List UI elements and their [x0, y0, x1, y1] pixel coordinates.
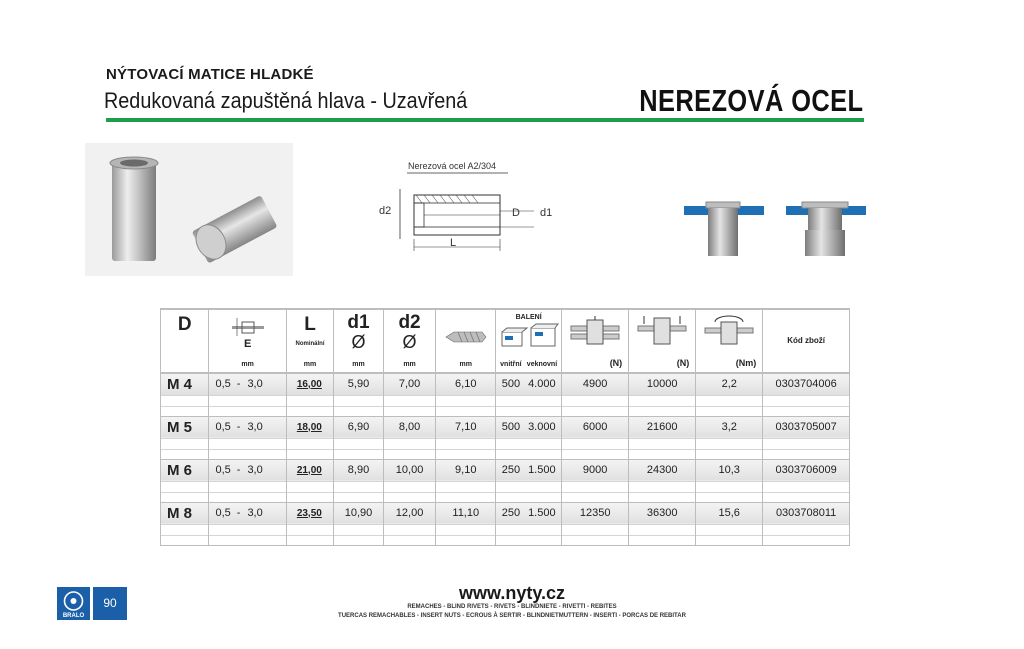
spacer-cell [436, 535, 496, 545]
cell-force-tensile: 36300 [629, 502, 696, 524]
grip-separator: - [236, 421, 241, 433]
drill-bit-icon [444, 328, 488, 346]
spacer-cell [436, 438, 496, 449]
spacer-cell [286, 395, 333, 406]
cell-drill: 11,10 [436, 502, 496, 524]
header-drill: mm [436, 309, 496, 373]
grip-min: 0,5 [215, 378, 231, 391]
cell-torque: 3,2 [696, 416, 763, 438]
footer-product-line-2: TUERCAS REMACHABLES - INSERT NUTS - ECROUS À SERTIR - BLINDNIETMUTTERN - INSERTI - PORCAS DE REBITAR [338, 613, 686, 619]
svg-text:BRALO: BRALO [62, 613, 85, 619]
cell-packaging [496, 502, 562, 524]
spacer-cell [383, 492, 436, 502]
spacer-cell [696, 535, 763, 545]
spacer-cell [383, 449, 436, 459]
table-row [161, 373, 850, 395]
spacer-cell [436, 406, 496, 416]
spacer-cell [696, 395, 763, 406]
table-row [161, 416, 850, 438]
table-spacer-row [161, 449, 850, 459]
shear-force-icon [567, 314, 623, 348]
cell-drill: 6,10 [436, 373, 496, 395]
cell-d2: 10,00 [383, 459, 436, 481]
cell-d1: 6,90 [334, 416, 384, 438]
table-spacer-row [161, 406, 850, 416]
cell-d1: 8,90 [334, 459, 384, 481]
table-row [161, 502, 850, 524]
pack-outer: 4.000 [528, 378, 556, 391]
grip-separator: - [236, 464, 241, 476]
spacer-cell [209, 481, 286, 492]
table-spacer-row [161, 481, 850, 492]
header-force-tensile: (N) [629, 309, 696, 373]
spacer-cell [496, 535, 562, 545]
spacer-cell [436, 395, 496, 406]
spacer-cell [629, 524, 696, 535]
cell-product-code: 0303705007 [763, 416, 850, 438]
package-boxes-icon [499, 323, 559, 349]
dim-label-d2: d2 [379, 205, 392, 217]
table-spacer-row [161, 395, 850, 406]
pack-inner: 250 [501, 464, 521, 476]
table-spacer-row [161, 492, 850, 502]
header-force-shear: (N) [562, 309, 629, 373]
spacer-cell [496, 492, 562, 502]
cell-force-shear: 6000 [562, 416, 629, 438]
spacer-cell [696, 449, 763, 459]
grip-max: 3,0 [247, 464, 263, 476]
table-spacer-row [161, 535, 850, 545]
header-L: L Nominální mm [286, 309, 333, 373]
spacer-cell [763, 449, 850, 459]
spacer-cell [562, 406, 629, 416]
spacer-cell [763, 492, 850, 502]
spacer-cell [763, 481, 850, 492]
spec-table [160, 308, 850, 546]
product-photo [85, 143, 293, 276]
spacer-cell [161, 406, 209, 416]
website-url[interactable]: www.nyty.cz [458, 583, 566, 603]
spacer-cell [383, 438, 436, 449]
spacer-cell [209, 406, 286, 416]
spacer-cell [562, 492, 629, 502]
cell-force-shear: 9000 [562, 459, 629, 481]
spacer-cell [334, 438, 384, 449]
spacer-cell [696, 492, 763, 502]
header-torque: (Nm) [696, 309, 763, 373]
spacer-cell [629, 535, 696, 545]
header-d2: d2 Ø mm [383, 309, 436, 373]
header-baleni: BALENÍ vnitřní veknovní [496, 309, 562, 373]
table-row [161, 459, 850, 481]
installation-illustration [684, 190, 866, 262]
spacer-cell [436, 492, 496, 502]
spacer-cell [629, 438, 696, 449]
spacer-cell [161, 524, 209, 535]
spacer-cell [161, 449, 209, 459]
cell-packaging [496, 416, 562, 438]
grip-range-icon [228, 316, 268, 338]
torque-icon [701, 314, 757, 348]
header-E: E mm [209, 309, 286, 373]
table-spacer-row [161, 438, 850, 449]
spacer-cell [161, 438, 209, 449]
cell-grip-range [209, 502, 286, 524]
spacer-cell [763, 524, 850, 535]
spacer-cell [436, 481, 496, 492]
spacer-cell [763, 395, 850, 406]
category-title: NÝTOVACÍ MATICE HLADKÉ [106, 66, 314, 83]
header-d1: d1 Ø mm [334, 309, 384, 373]
spacer-cell [209, 395, 286, 406]
cell-d2: 8,00 [383, 416, 436, 438]
spacer-cell [286, 438, 333, 449]
spacer-cell [763, 438, 850, 449]
cell-d2: 12,00 [383, 502, 436, 524]
material-title: NEREZOVÁ OCEL [638, 83, 863, 118]
spacer-cell [696, 524, 763, 535]
cell-drill: 9,10 [436, 459, 496, 481]
cell-length: 16,00 [286, 373, 333, 395]
pack-outer: 1.500 [528, 507, 556, 519]
tensile-force-icon [634, 314, 690, 348]
material-label: Nerezová ocel A2/304 [408, 161, 497, 171]
spacer-cell [436, 524, 496, 535]
spacer-cell [496, 524, 562, 535]
spacer-cell [209, 524, 286, 535]
spacer-cell [562, 524, 629, 535]
spacer-cell [383, 535, 436, 545]
spacer-cell [383, 395, 436, 406]
cell-force-tensile: 10000 [629, 373, 696, 395]
spacer-cell [209, 449, 286, 459]
spacer-cell [696, 406, 763, 416]
grip-max: 3,0 [247, 421, 263, 433]
spacer-cell [209, 535, 286, 545]
footer-product-line-1: REMACHES - BLIND RIVETS - RIVETS - BLINDNIETE - RIVETTI - REBITES [407, 604, 617, 610]
pack-inner: 500 [501, 378, 521, 391]
spacer-cell [629, 492, 696, 502]
spacer-cell [334, 395, 384, 406]
spacer-cell [334, 449, 384, 459]
spacer-cell [696, 481, 763, 492]
dim-label-D: D [512, 207, 520, 219]
spacer-cell [334, 406, 384, 416]
grip-max: 3,0 [247, 378, 263, 391]
product-subtitle: Redukovaná zapuštěná hlava - Uzavřená [104, 88, 468, 113]
header-D: D [161, 309, 209, 373]
cell-thread: M 8 [161, 502, 209, 524]
spacer-cell [286, 535, 333, 545]
spacer-cell [496, 406, 562, 416]
spacer-cell [161, 481, 209, 492]
spacer-cell [629, 395, 696, 406]
spacer-cell [629, 481, 696, 492]
cell-thread: M 6 [161, 459, 209, 481]
grip-min: 0,5 [215, 464, 231, 476]
grip-separator: - [236, 507, 241, 519]
spacer-cell [286, 492, 333, 502]
spacer-cell [496, 438, 562, 449]
pack-inner: 500 [501, 421, 521, 433]
cell-d1: 10,90 [334, 502, 384, 524]
cell-length: 18,00 [286, 416, 333, 438]
spacer-cell [209, 492, 286, 502]
spacer-cell [161, 492, 209, 502]
cell-grip-range [209, 416, 286, 438]
spacer-cell [334, 524, 384, 535]
spacer-cell [286, 406, 333, 416]
spacer-cell [562, 438, 629, 449]
spacer-cell [383, 524, 436, 535]
spacer-cell [629, 406, 696, 416]
spacer-cell [629, 449, 696, 459]
spacer-cell [161, 535, 209, 545]
spacer-cell [496, 449, 562, 459]
cell-packaging [496, 373, 562, 395]
cell-d2: 7,00 [383, 373, 436, 395]
cell-force-tensile: 24300 [629, 459, 696, 481]
cell-length: 21,00 [286, 459, 333, 481]
spacer-cell [286, 449, 333, 459]
spacer-cell [696, 438, 763, 449]
dim-label-L: L [450, 237, 457, 249]
cell-thread: M 4 [161, 373, 209, 395]
pack-inner: 250 [501, 507, 521, 519]
cell-force-tensile: 21600 [629, 416, 696, 438]
spacer-cell [383, 481, 436, 492]
spacer-cell [436, 449, 496, 459]
cell-torque: 10,3 [696, 459, 763, 481]
header-kod: Kód zboží [763, 309, 850, 373]
technical-diagram [376, 155, 553, 260]
spacer-cell [334, 535, 384, 545]
spacer-cell [496, 481, 562, 492]
spacer-cell [209, 438, 286, 449]
green-divider [106, 118, 864, 122]
cell-grip-range [209, 459, 286, 481]
cell-product-code: 0303706009 [763, 459, 850, 481]
spacer-cell [562, 449, 629, 459]
page-number: 90 [93, 587, 127, 620]
spacer-cell [383, 406, 436, 416]
spacer-cell [562, 395, 629, 406]
table-header-row [161, 309, 850, 373]
cell-thread: M 5 [161, 416, 209, 438]
spacer-cell [763, 535, 850, 545]
cell-length: 23,50 [286, 502, 333, 524]
pack-outer: 1.500 [528, 464, 556, 476]
grip-min: 0,5 [215, 421, 231, 433]
grip-min: 0,5 [215, 507, 231, 519]
cell-torque: 2,2 [696, 373, 763, 395]
table-spacer-row [161, 524, 850, 535]
grip-separator: - [236, 378, 241, 391]
spacer-cell [334, 481, 384, 492]
cell-d1: 5,90 [334, 373, 384, 395]
pack-outer: 3.000 [528, 421, 556, 433]
dim-label-d1: d1 [540, 207, 553, 219]
spacer-cell [562, 535, 629, 545]
spacer-cell [286, 481, 333, 492]
cell-packaging [496, 459, 562, 481]
cell-grip-range [209, 373, 286, 395]
spacer-cell [334, 492, 384, 502]
cell-product-code: 0303708011 [763, 502, 850, 524]
spacer-cell [286, 524, 333, 535]
spacer-cell [496, 395, 562, 406]
cell-force-shear: 4900 [562, 373, 629, 395]
cell-drill: 7,10 [436, 416, 496, 438]
cell-product-code: 0303704006 [763, 373, 850, 395]
cell-torque: 15,6 [696, 502, 763, 524]
cell-force-shear: 12350 [562, 502, 629, 524]
spacer-cell [562, 481, 629, 492]
grip-max: 3,0 [247, 507, 263, 519]
spacer-cell [763, 406, 850, 416]
spacer-cell [161, 395, 209, 406]
